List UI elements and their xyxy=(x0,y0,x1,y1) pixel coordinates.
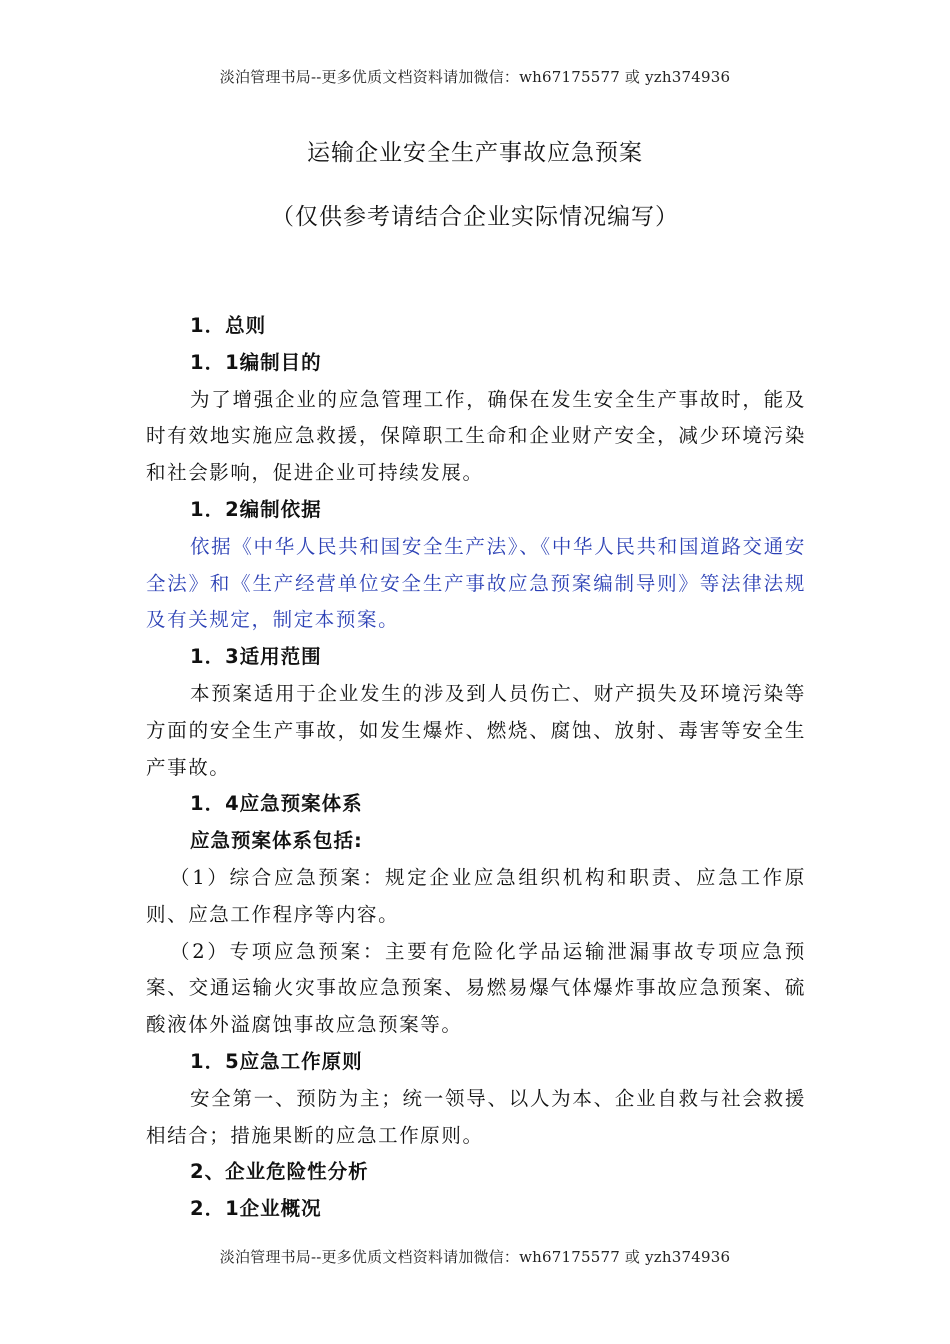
plan-system-subheading: 应急预案体系包括: xyxy=(190,829,363,853)
document-body xyxy=(146,308,806,1228)
document-subtitle: （仅供参考请结合企业实际情况编写） xyxy=(271,204,679,230)
plan-system-item-1: （1）综合应急预案：规定企业应急组织机构和职责、应急工作原则、应急工作程序等内容。 xyxy=(146,865,806,926)
document-title: 运输企业安全生产事故应急预案 xyxy=(307,140,643,166)
paragraph-purpose: 为了增强企业的应急管理工作，确保在发生安全生产事故时，能及时有效地实施应急救援，保障职工生命和企业财产安全，减少环境污染和社会影响，促进企业可持续发展。 xyxy=(146,387,806,485)
section-heading-scope: 1．3适用范围 xyxy=(190,645,322,669)
section-heading-general: 1．总则 xyxy=(190,314,267,337)
section-heading-basis: 1．2编制依据 xyxy=(190,497,322,521)
paragraph-scope: 本预案适用于企业发生的涉及到人员伤亡、财产损失及环境污染等方面的安全生产事故，如发生爆炸、燃烧、腐蚀、放射、毒害等安全生产事故。 xyxy=(146,681,806,779)
section-heading-company-overview: 2．1企业概况 xyxy=(190,1197,322,1221)
section-heading-plan-system: 1．4应急预案体系 xyxy=(190,792,363,816)
header-note: 淡泊管理书局--更多优质文档资料请加微信：wh67175577 或 yzh374936 xyxy=(219,68,731,86)
section-heading-principles: 1．5应急工作原则 xyxy=(190,1049,363,1073)
section-heading-purpose: 1．1编制目的 xyxy=(190,350,322,374)
paragraph-basis: 依据《中华人民共和国安全生产法》、《中华人民共和国道路交通安全法》和《生产经营单位安全生产事故应急预案编制导则》等法律法规及有关规定，制定本预案。 xyxy=(146,534,806,632)
paragraph-principles: 安全第一、预防为主；统一领导、以人为本、企业自救与社会救援相结合；措施果断的应急工作原则。 xyxy=(146,1086,806,1147)
section-heading-risk-analysis: 2、企业危险性分析 xyxy=(190,1160,369,1184)
footer-note: 淡泊管理书局--更多优质文档资料请加微信：wh67175577 或 yzh374936 xyxy=(219,1248,731,1266)
plan-system-item-2: （2）专项应急预案：主要有危险化学品运输泄漏事故专项应急预案、交通运输火灾事故应急预案、易燃易爆气体爆炸事故应急预案、硫酸液体外溢腐蚀事故应急预案等。 xyxy=(146,939,806,1037)
